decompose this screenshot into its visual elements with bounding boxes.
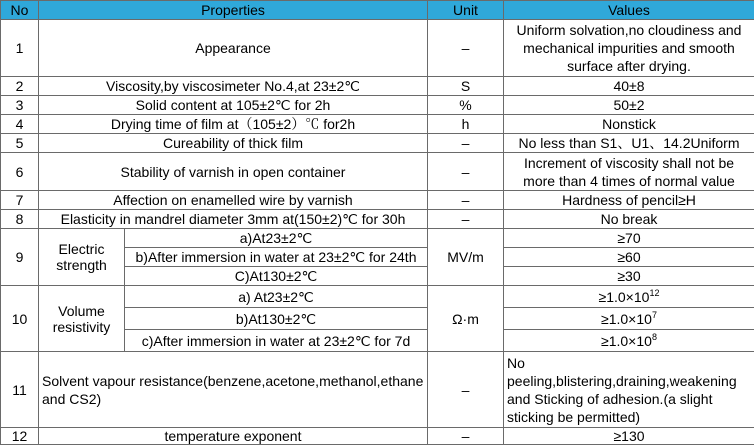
row-property: Drying time of film at（105±2）℃ for2h [39,115,428,134]
value-mantissa: ≥1.0×10 [601,310,652,327]
table-row [1,191,754,210]
row-no: 7 [1,191,39,210]
header-row [1,1,754,20]
row-no: 4 [1,115,39,134]
row-no: 10 [1,286,39,352]
row-value [504,286,754,308]
row-unit: – [428,134,504,153]
row-value [504,308,754,330]
row-value: No break [504,210,754,229]
row-unit: – [428,210,504,229]
row-no: 1 [1,20,39,77]
group-label-volume-resistivity: Volume resistivity [39,286,125,352]
row-property: Cureability of thick film [39,134,428,153]
row-property: Affection on enamelled wire by varnish [39,191,428,210]
row-value: ≥130 [504,428,754,445]
row-property: Viscosity,by viscosimeter No.4,at 23±2℃ [39,77,428,96]
header-unit: Unit [428,1,504,20]
table-row [1,229,754,248]
row-value: 40±8 [504,77,754,96]
row-value: Nonstick [504,115,754,134]
row-property: Stability of varnish in open container [39,153,428,191]
row-property: Elasticity in mandrel diameter 3mm at(150±2)℃ for 30h [39,210,428,229]
table-row [1,77,754,96]
value-exponent: 7 [651,309,657,320]
row-value: Uniform solvation,no cloudiness and mechanical impurities and smooth surface after drying. [504,20,754,77]
row-value: ≥70 [504,229,754,248]
row-unit: – [428,191,504,210]
sub-property: C)At130±2℃ [125,267,428,286]
row-value: 50±2 [504,96,754,115]
table-row [1,352,754,428]
row-no: 9 [1,229,39,286]
table-row [1,153,754,191]
table-row [1,96,754,115]
row-unit: MV/m [428,229,504,286]
row-property: Appearance [39,20,428,77]
row-unit: % [428,96,504,115]
row-no: 12 [1,428,39,445]
row-property: Solvent vapour resistance(benzene,acetone,methanol,ethane and CS2) [39,352,428,428]
header-properties: Properties [39,1,428,20]
row-unit: S [428,77,504,96]
value-exponent: 12 [649,287,660,298]
row-value [504,330,754,352]
sub-property: b)After immersion in water at 23±2℃ for 24th [125,248,428,267]
row-value: Increment of viscosity shall not be more than 4 times of normal value [504,153,754,191]
row-value: Hardness of pencil≥H [504,191,754,210]
row-unit: – [428,428,504,445]
sub-property: c)After immersion in water at 23±2℃ for 7d [125,330,428,352]
row-unit: – [428,20,504,77]
sub-property: a)At23±2℃ [125,229,428,248]
row-unit: – [428,352,504,428]
header-no: No [1,1,39,20]
table-row [1,20,754,77]
row-value: ≥30 [504,267,754,286]
value-exponent: 8 [651,331,657,342]
row-value: No less than S1、U1、14.2Uniform [504,134,754,153]
row-unit: Ω·m [428,286,504,352]
row-no: 11 [1,352,39,428]
sub-property: b)At130±2℃ [125,308,428,330]
sub-property: a) At23±2℃ [125,286,428,308]
row-no: 6 [1,153,39,191]
row-no: 2 [1,77,39,96]
table-row [1,115,754,134]
row-unit: – [428,153,504,191]
table-row [1,428,754,445]
row-property: temperature exponent [39,428,428,445]
row-value: No peeling,blistering,draining,weakening and Sticking of adhesion.(a slight sticking be permitted) [504,352,754,428]
value-mantissa: ≥1.0×10 [598,288,650,305]
row-value: ≥60 [504,248,754,267]
row-no: 3 [1,96,39,115]
table-row [1,286,754,308]
value-mantissa: ≥1.0×10 [601,332,652,349]
row-no: 5 [1,134,39,153]
row-property: Solid content at 105±2℃ for 2h [39,96,428,115]
table-row [1,134,754,153]
group-label-electric-strength: Electric strength [39,229,125,286]
row-no: 8 [1,210,39,229]
table-row [1,210,754,229]
header-values: Values [504,1,754,20]
row-unit: h [428,115,504,134]
